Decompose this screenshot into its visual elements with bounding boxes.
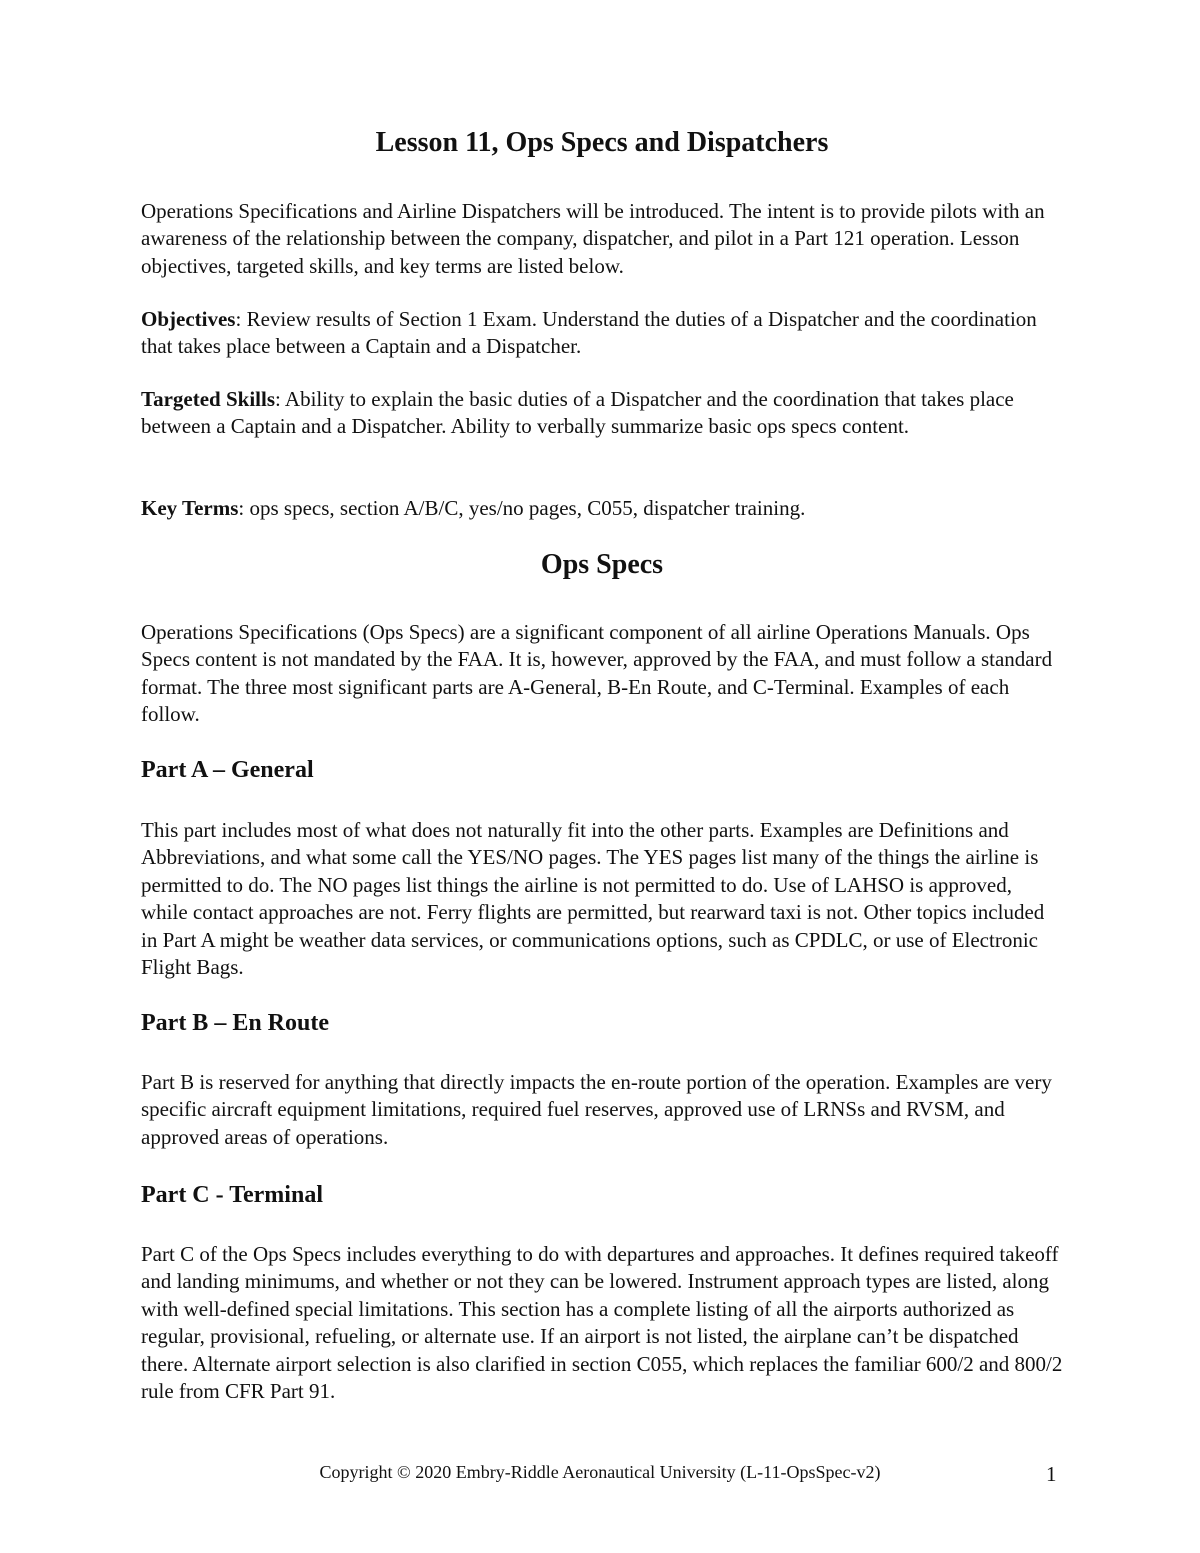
page-title: Lesson 11, Ops Specs and Dispatchers xyxy=(375,127,829,158)
part-c-heading: Part C - Terminal xyxy=(141,1182,323,1208)
objectives-text: : Review results of Section 1 Exam. Understand the duties of a Dispatcher and the coordination that takes place between a Captain and a Dispatcher. xyxy=(141,307,1037,359)
ops-specs-title: Ops Specs xyxy=(540,549,664,580)
part-a-text: This part includes most of what does not naturally fit into the other parts. Examples are Definitions and Abbreviations, and what some call the YES/NO pages. The YES pages list many of the things the airline is permitted to do. The NO pages list things the airline is not permitted to do. Use of LAHSO is approved, while contact approaches are not. Ferry flights are permitted, but rearward taxi is not. Other topics included in Part A might be weather data services, or communications options, such as CPDLC, or use of Electronic Flight Bags. xyxy=(141,818,1045,980)
intro-paragraph: Operations Specifications and Airline Dispatchers will be introduced. The intent is to provide pilots with an awareness of the relationship between the company, dispatcher, and pilot in a Part 121 operation. Lesson objectives, targeted skills, and key terms are listed below. xyxy=(141,199,1045,278)
targeted-skills-paragraph xyxy=(141,386,1063,441)
targeted-skills-label: Targeted Skills xyxy=(141,387,275,411)
part-b-heading: Part B – En Route xyxy=(141,1010,329,1036)
key-terms-text: : ops specs, section A/B/C, yes/no pages, C055, dispatcher training. xyxy=(238,496,806,520)
part-c-text: Part C of the Ops Specs includes everything to do with departures and approaches. It defines required takeoff and landing minimums, and whether or not they can be lowered. Instrument approach types are listed, along with well-defined special limitations. This section has a complete listing of all the airports authorized as regular, provisional, refueling, or alternate use. If an airport is not listed, the airplane can’t be dispatched there. Alternate airport selection is also clarified in section C055, which replaces the familiar 600/2 and 800/2 rule from CFR Part 91. xyxy=(141,1242,1063,1404)
key-terms-label: Key Terms xyxy=(141,496,239,520)
page-number: 1 xyxy=(1046,1462,1057,1486)
key-terms-paragraph xyxy=(141,495,1063,522)
part-b-text: Part B is reserved for anything that directly impacts the en-route portion of the operation. Examples are very specific aircraft equipment limitations, required fuel reserves, approved use of LRNSs and RVSM, and approved areas of operations. xyxy=(141,1070,1052,1149)
objectives-label: Objectives xyxy=(141,307,236,331)
objectives-paragraph xyxy=(141,306,1063,361)
part-a-heading: Part A – General xyxy=(141,757,314,783)
footer-copyright: Copyright © 2020 Embry-Riddle Aeronautical University (L-11-OpsSpec-v2) xyxy=(319,1462,881,1482)
ops-specs-intro: Operations Specifications (Ops Specs) are a significant component of all airline Operations Manuals. Ops Specs content is not mandated by the FAA. It is, however, approved by the FAA, and must follow a standard format. The three most significant parts are A-General, B-En Route, and C-Terminal. Examples of each follow. xyxy=(141,620,1053,727)
targeted-skills-text: : Ability to explain the basic duties of a Dispatcher and the coordination that takes place between a Captain and a Dispatcher. Ability to verbally summarize basic ops specs content. xyxy=(141,387,1014,439)
